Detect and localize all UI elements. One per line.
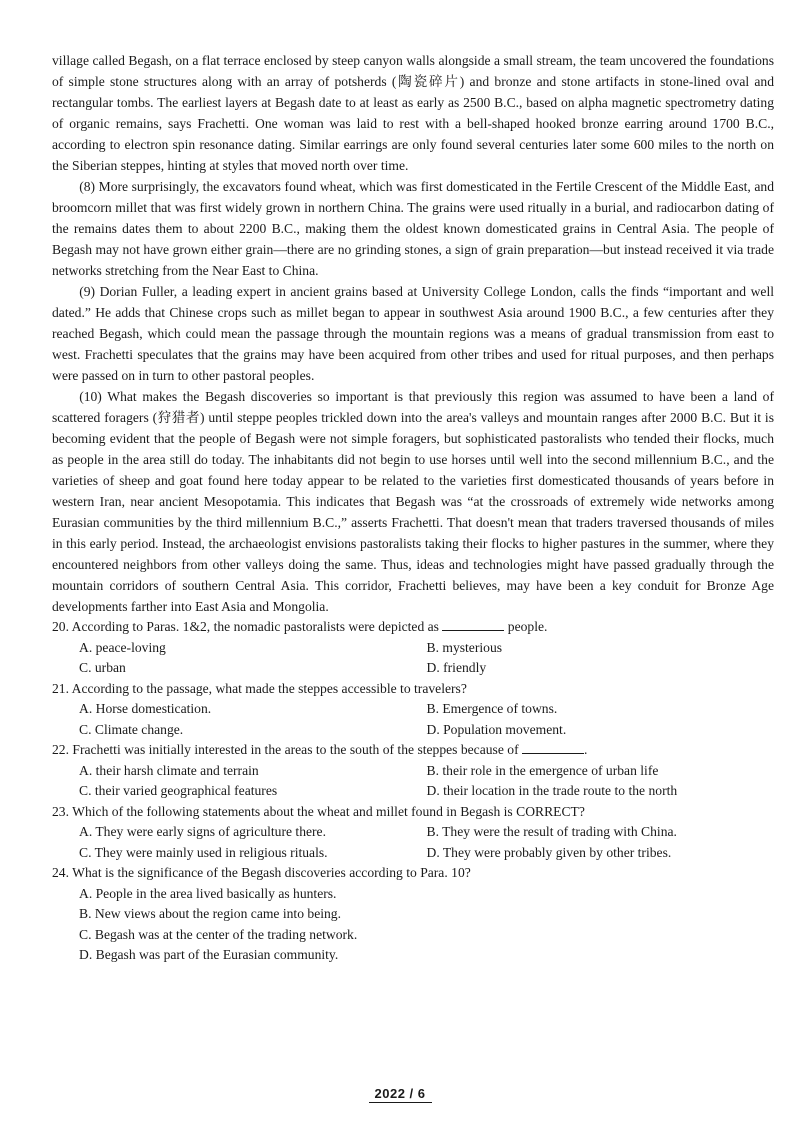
option-text: friendly (443, 660, 487, 675)
paragraph-p9: (9) Dorian Fuller, a leading expert in ancient grains based at University College London, calls the finds “important and well dated.” He adds that Chinese crops such as millet began to appear in southwest Asia around 1900 B.C., a few centuries after they reached Begash, which could mean the passage through the mountain regions was a means of gradual transmission from east to west. Frachetti speculates that the grains may have been acquired from other tribes and used for ritual purposes, and then perhaps were passed on in turn to other pastoral peoples. (52, 284, 774, 383)
option-letter: A. (79, 701, 93, 716)
question-text: Which of the following statements about the wheat and millet found in Begash is CORRECT? (72, 803, 585, 819)
option-text: New views about the region came into being. (94, 906, 342, 921)
option-letter: C. (79, 660, 92, 675)
option-text: urban (94, 660, 126, 675)
paragraph-p7cont: village called Begash, on a flat terrace enclosed by steep canyon walls alongside a small stream, the team uncovered the foundations of simple stone structures along with an array of potsherds (陶瓷碎片) and bronze and stone artifacts in stone-lined oval and rectangular tombs. The earliest layers at Begash date to at least as early as 2500 B.C., based on alpha magnetic spectrometry dating of organic remains, says Frachetti. One woman was laid to rest with a bell-shaped hooked bronze earring around 1700 B.C., according to electron spin resonance dating. Similar earrings are only found several centuries later some 600 miles to the north on the Siberian steppes, hinting at styles that moved north over time. (52, 53, 774, 173)
option-b[interactable] (427, 699, 775, 720)
option-c[interactable] (79, 658, 427, 679)
paragraph-p10: (10) What makes the Begash discoveries so important is that previously this region was assumed to have been a land of scattered foragers (狩猎者) until steppe peoples trickled down into the area's valleys and mountain ranges after 2000 B.C. But it is becoming evident that the people of Begash were not simple foragers, but sophisticated pastoralists who tended their flocks, much as people in the area still do today. The inhabitants did not begin to use horses until well into the second millennium B.C., and the varieties of sheep and goat found here today appear to be related to the varieties first domesticated thousands of years before in western Iran, near ancient Mesopotamia. This indicates that Begash was “at the crossroads of extremely wide networks among Eurasian communities by the third millennium B.C.,” asserts Frachetti. That doesn't mean that traders traversed thousands of miles in this early period. Instead, the archaeologist envisions pastoralists taking their flocks to higher pastures in the summer, where they encountered neighbors from other valleys doing the same. Thus, ideas and technologies might have passed gradually through the mountain corridors of southern Central Asia. This corridor, Frachetti believes, may have been a key conduit for Bronze Age developments farther into East Asia and Mongolia. (52, 389, 774, 614)
question-stem (52, 863, 774, 884)
question-text-end: people. (507, 619, 548, 634)
question-stem (52, 740, 774, 761)
option-letter: A. (79, 639, 93, 655)
answer-blank[interactable] (442, 618, 504, 631)
option-b[interactable] (427, 761, 775, 782)
question-number: 22. (52, 742, 69, 757)
option-letter: B. (426, 762, 439, 778)
option-text: peace-loving (95, 639, 166, 655)
option-letter: C. (79, 721, 92, 737)
option-a[interactable] (79, 761, 427, 782)
option-text: They were early signs of agriculture there. (95, 824, 326, 839)
question-text: Frachetti was initially interested in the areas to the south of the steppes because of (72, 742, 519, 757)
option-text: their role in the emergence of urban life (442, 762, 659, 778)
option-c[interactable] (79, 843, 427, 864)
option-a[interactable] (79, 822, 427, 843)
question-22 (52, 740, 774, 802)
question-stem (52, 802, 774, 823)
option-text: Climate change. (94, 721, 184, 737)
question-number: 20. (52, 619, 69, 634)
option-letter: D. (426, 660, 440, 675)
question-stem (52, 679, 774, 700)
option-c[interactable] (79, 720, 427, 741)
option-letter: B. (79, 906, 92, 921)
option-text: their location in the trade route to the north (443, 783, 678, 798)
option-text: Horse domestication. (95, 701, 212, 716)
option-d[interactable] (79, 945, 774, 966)
question-21 (52, 679, 774, 741)
option-letter: C. (79, 926, 92, 942)
option-d[interactable] (427, 843, 775, 864)
option-a[interactable] (79, 699, 427, 720)
answer-blank[interactable] (522, 741, 584, 754)
option-b[interactable] (79, 904, 774, 925)
question-number: 24. (52, 865, 69, 880)
option-text: their varied geographical features (94, 783, 278, 798)
option-d[interactable] (427, 781, 775, 802)
question-text-end: . (584, 742, 588, 757)
option-letter: A. (79, 824, 93, 839)
option-letter: B. (426, 701, 439, 716)
option-letter: A. (79, 885, 93, 901)
question-number: 23. (52, 803, 69, 819)
question-text: What is the significance of the Begash discoveries according to Para. 10? (72, 865, 471, 880)
option-b[interactable] (427, 638, 775, 659)
answer-options (52, 699, 774, 740)
question-list (52, 617, 774, 966)
option-c[interactable] (79, 781, 427, 802)
option-text: People in the area lived basically as hunters. (95, 885, 337, 901)
option-c[interactable] (79, 925, 774, 946)
option-letter: D. (79, 947, 93, 962)
question-20 (52, 617, 774, 679)
question-stem (52, 617, 774, 638)
answer-options (52, 884, 774, 966)
option-letter: B. (426, 639, 439, 655)
option-letter: C. (79, 844, 92, 860)
exam-page (52, 50, 774, 966)
option-text: Begash was at the center of the trading network. (94, 926, 358, 942)
option-letter: B. (426, 824, 439, 839)
question-24 (52, 863, 774, 966)
option-text: They were probably given by other tribes. (442, 844, 672, 860)
option-text: They were the result of trading with China. (442, 824, 677, 839)
option-letter: D. (426, 783, 440, 798)
option-letter: A. (79, 762, 93, 778)
option-letter: D. (426, 721, 440, 737)
option-letter: D. (426, 844, 440, 860)
option-text: Begash was part of the Eurasian community. (95, 947, 339, 962)
option-d[interactable] (427, 658, 775, 679)
question-number: 21. (52, 680, 69, 696)
paragraph-p8: (8) More surprisingly, the excavators found wheat, which was first domesticated in the Fertile Crescent of the Middle East, and broomcorn millet that was first widely grown in northern China. The grains were used ritually in a burial, and radiocarbon dating of the remains dates them to about 2200 B.C., making them the oldest known domesticated grains in Central Asia. The people of Begash may not have grown either grain—there are no grinding stones, a sign of grain preparation—but instead received it via trade networks stretching from the Near East to China. (52, 179, 774, 278)
option-text: their harsh climate and terrain (95, 762, 259, 778)
answer-options (52, 761, 774, 802)
page-number: 2022 / 6 (369, 1086, 432, 1103)
question-text: According to Paras. 1&2, the nomadic pastoralists were depicted as (71, 619, 439, 634)
option-d[interactable] (427, 720, 775, 741)
option-text: Population movement. (443, 721, 567, 737)
answer-options (52, 822, 774, 863)
option-text: Emergence of towns. (442, 701, 558, 716)
question-23 (52, 802, 774, 864)
option-text: They were mainly used in religious rituals. (94, 844, 328, 860)
option-a[interactable] (79, 638, 427, 659)
option-b[interactable] (427, 822, 775, 843)
option-a[interactable] (79, 884, 774, 905)
option-text: mysterious (442, 639, 503, 655)
answer-options (52, 638, 774, 679)
page-footer (0, 1086, 800, 1101)
option-letter: C. (79, 783, 92, 798)
question-text: According to the passage, what made the steppes accessible to travelers? (71, 680, 467, 696)
reading-passage (52, 50, 774, 617)
